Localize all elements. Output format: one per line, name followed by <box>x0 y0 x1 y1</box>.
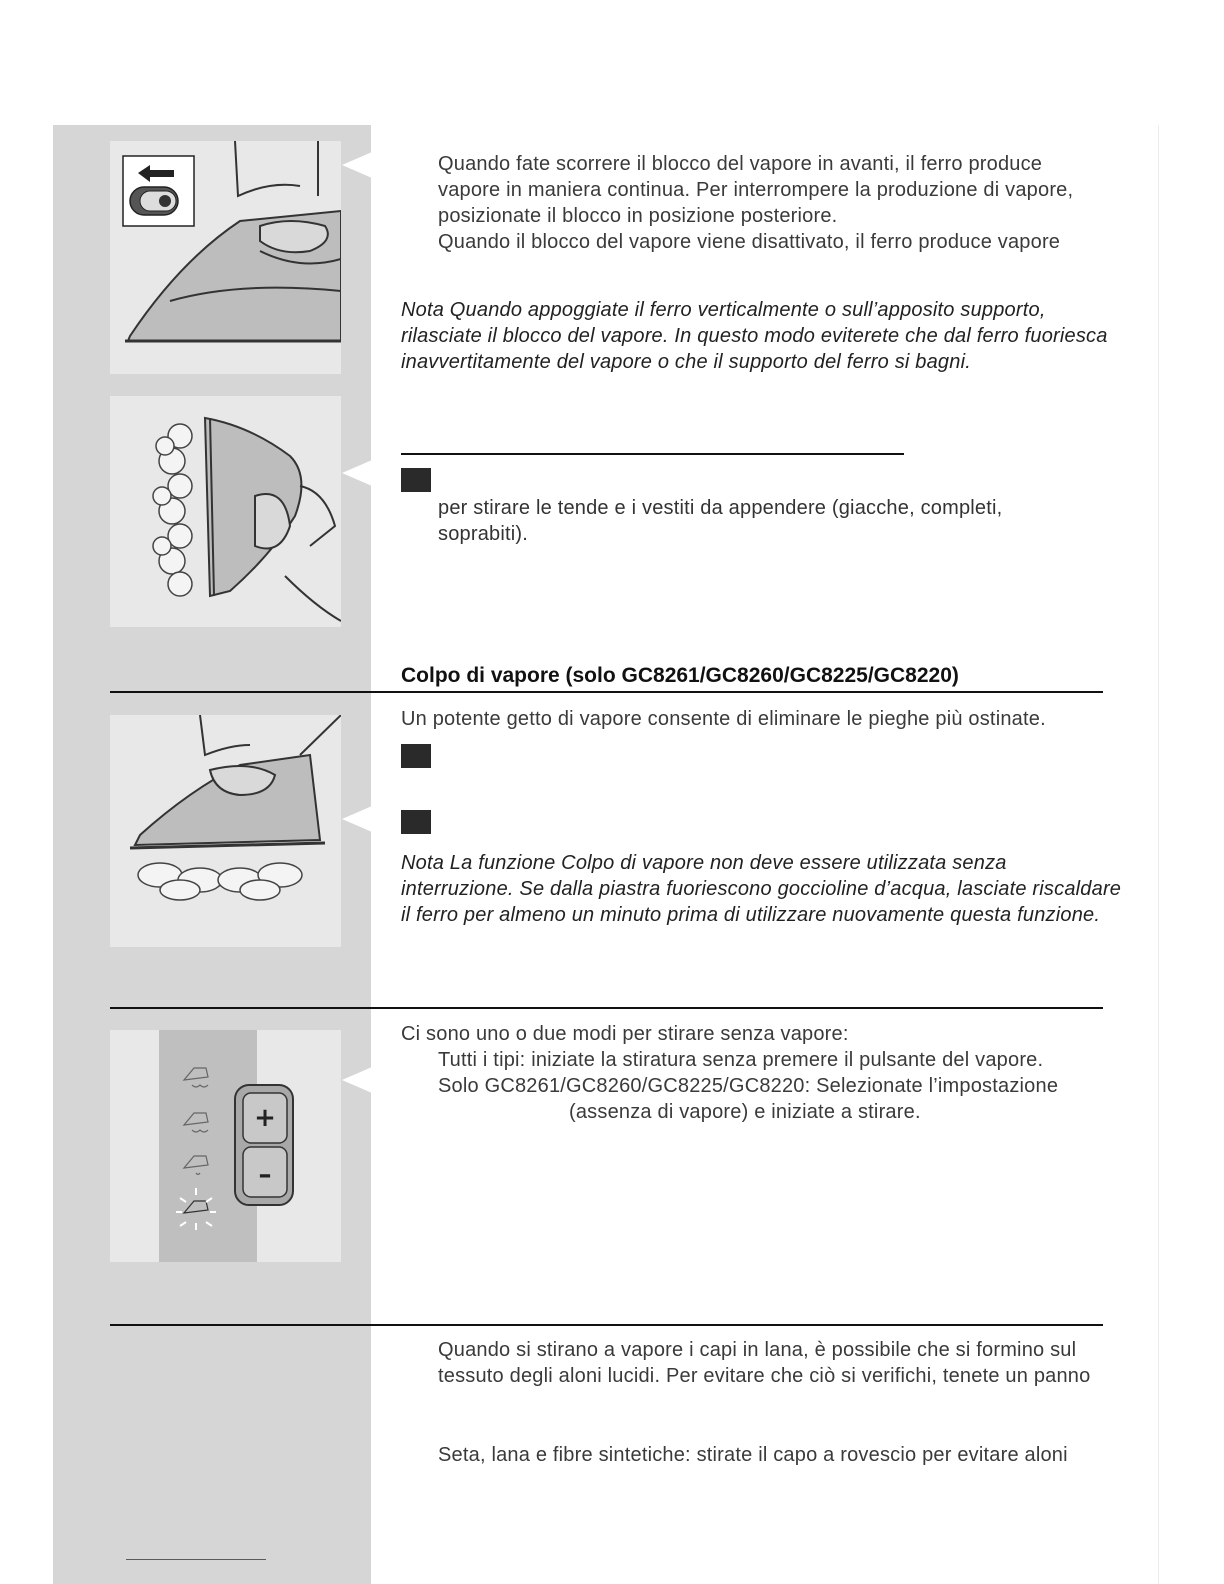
note-line: interruzione. Se dalla piastra fuoriescono goccioline d’acqua, lasciate riscaldare <box>401 878 1122 900</box>
section1-text <box>438 151 1073 255</box>
page-edge-rule <box>1158 125 1159 1584</box>
text-line: Quando si stirano a vapore i capi in lana, è possibile che si formino sul <box>438 1339 1077 1361</box>
text-line: Solo GC8261/GC8260/GC8225/GC8220: Selezionate l’impostazione <box>438 1075 1059 1097</box>
illustration-steam-lock <box>110 141 341 374</box>
illustration-shot-of-steam <box>110 715 341 947</box>
pointer-2 <box>342 460 372 486</box>
text-line: Quando fate scorrere il blocco del vapore in avanti, il ferro produce <box>438 153 1043 175</box>
section5-text <box>438 1337 1090 1389</box>
section4-intro: Ci sono uno o due modi per stirare senza vapore: <box>401 1023 849 1045</box>
section3-heading: Colpo di vapore (solo GC8261/GC8260/GC8225/GC8220) <box>401 664 959 687</box>
text-line: posizionate il blocco in posizione posteriore. <box>438 205 838 227</box>
section2-text <box>438 495 1002 547</box>
divider-short <box>401 453 904 455</box>
note-line: rilasciate il blocco del vapore. In questo modo eviterete che dal ferro fuoriesca <box>401 325 1108 347</box>
note-line: Nota La funzione Colpo di vapore non deve essere utilizzata senza <box>401 852 1007 874</box>
text-line: tessuto degli aloni lucidi. Per evitare che ciò si verifichi, tenete un panno <box>438 1365 1091 1387</box>
divider-full <box>110 1007 1103 1009</box>
text-line: vapore in maniera continua. Per interrompere la produzione di vapore, <box>438 179 1074 201</box>
text-line: Quando il blocco del vapore viene disattivato, il ferro produce vapore <box>438 231 1061 253</box>
section3-intro: Un potente getto di vapore consente di eliminare le pieghe più ostinate. <box>401 708 1046 730</box>
steam-lock-icon <box>123 156 194 226</box>
note-line: Nota Quando appoggiate il ferro verticalmente o sull’apposito supporto, <box>401 299 1046 321</box>
illustration-steam-control <box>110 1030 341 1262</box>
divider-full <box>110 1324 1103 1326</box>
section1-note <box>401 297 1108 375</box>
note-line: inavvertitamente del vapore o che il supporto del ferro si bagni. <box>401 351 971 373</box>
pointer-1 <box>342 152 372 178</box>
iron-vertical-drawing <box>205 418 341 621</box>
text-line: (assenza di vapore) e iniziate a stirare. <box>569 1101 921 1123</box>
text-line: per stirare le tende e i vestiti da appendere (giacche, completi, <box>438 497 1003 519</box>
steam-cloud-icon <box>138 863 302 900</box>
pointer-4 <box>342 1067 372 1093</box>
section4-text <box>438 1047 1058 1125</box>
iron-shot-drawing <box>130 715 341 848</box>
minus-button-label: – <box>258 1160 272 1190</box>
step-marker <box>401 744 431 768</box>
section5-last-line: Seta, lana e fibre sintetiche: stirate il capo a rovescio per evitare aloni <box>438 1444 1068 1466</box>
illustration-vertical-steam <box>110 396 341 627</box>
plus-minus-control <box>235 1085 293 1205</box>
text-line: soprabiti). <box>438 523 529 545</box>
divider-full <box>110 691 1103 693</box>
text-line: Tutti i tipi: iniziate la stiratura senza premere il pulsante del vapore. <box>438 1049 1044 1071</box>
note-line: il ferro per almeno un minuto prima di utilizzare nuovamente questa funzione. <box>401 904 1101 926</box>
plus-button-label: + <box>254 1103 276 1133</box>
step-marker <box>401 468 431 492</box>
pointer-3 <box>342 806 372 832</box>
steam-cloud-icon <box>153 424 192 596</box>
section3-note <box>401 850 1121 928</box>
step-marker <box>401 810 431 834</box>
link-underline <box>126 1559 266 1560</box>
